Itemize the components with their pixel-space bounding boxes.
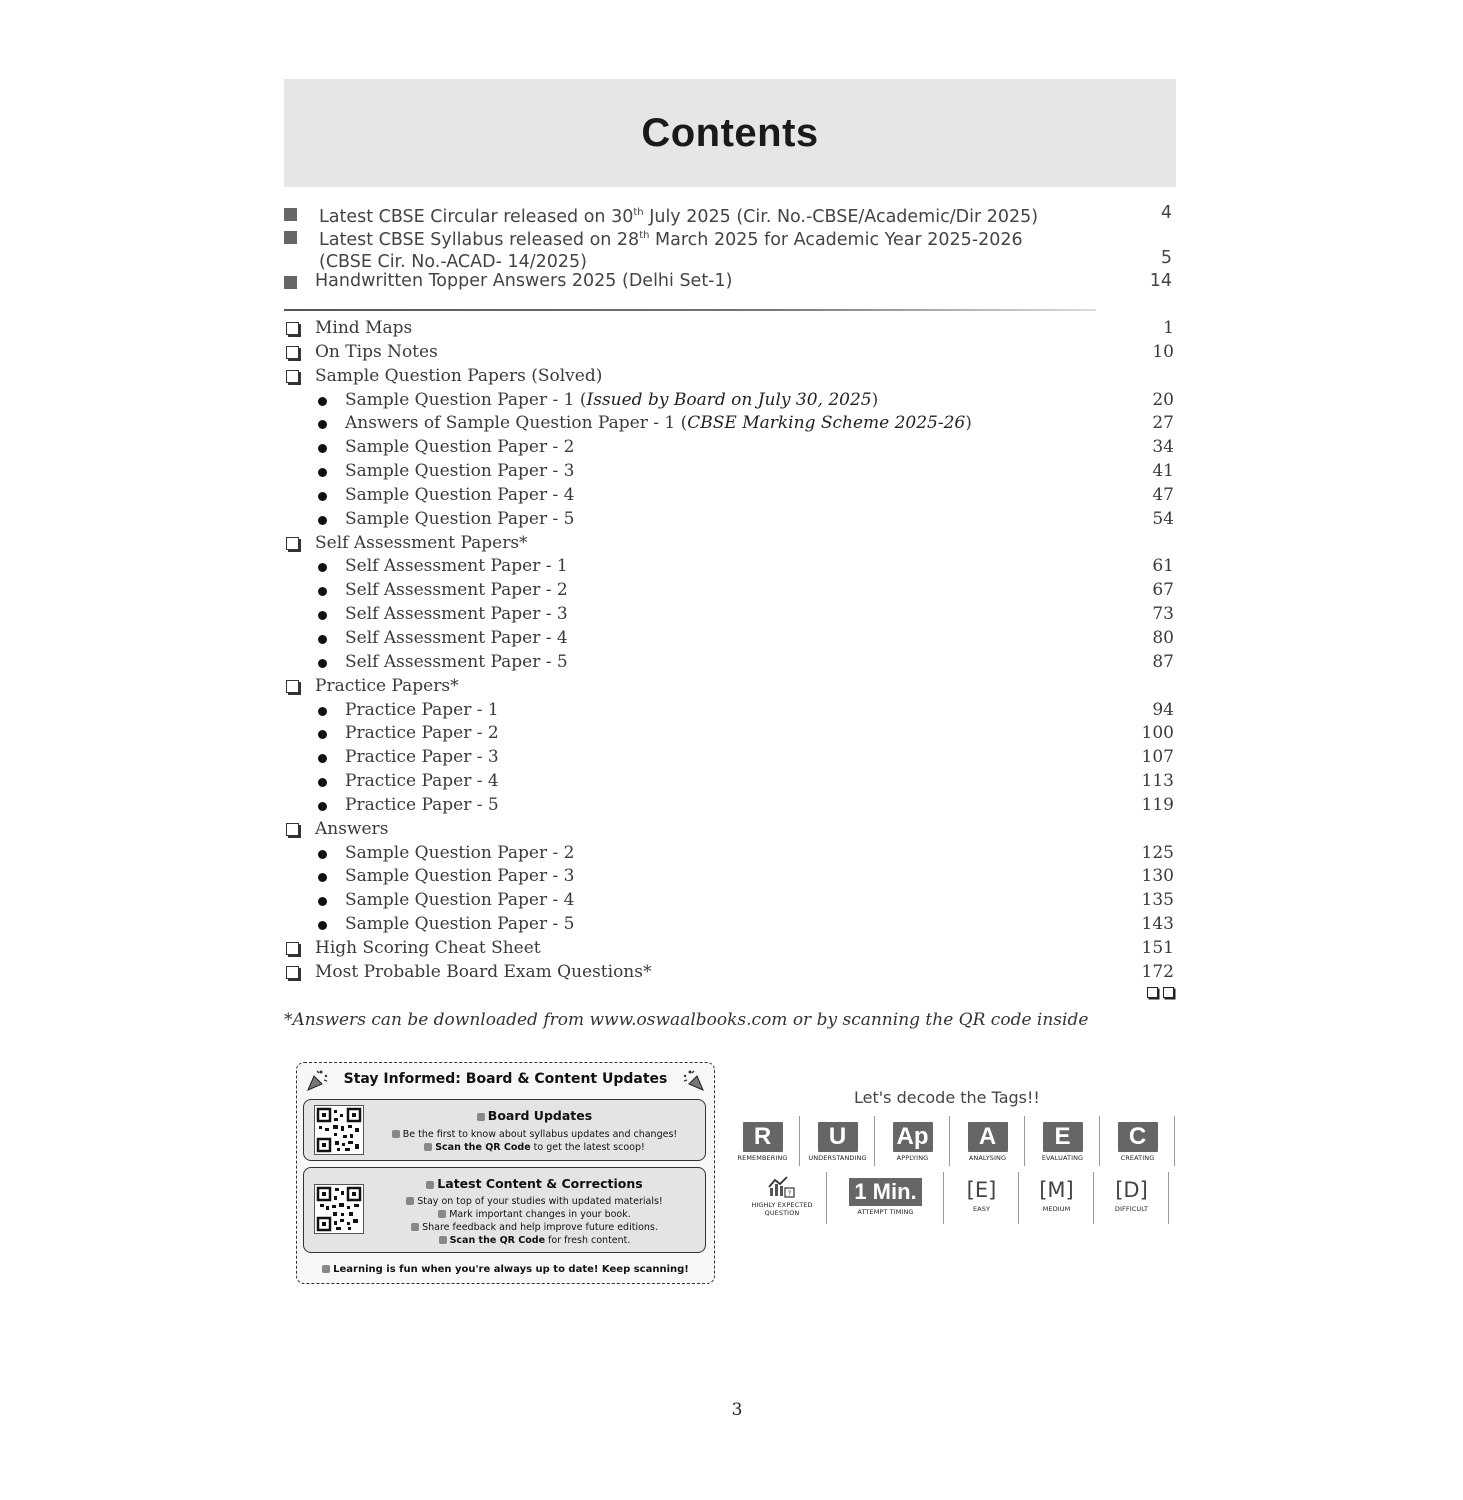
toc-label: Answers — [315, 818, 389, 839]
toc-page-number: 27 — [1152, 413, 1174, 434]
updates-heading: Stay Informed: Board & Content Updates — [343, 1071, 668, 1087]
svg-text:?: ? — [787, 1189, 792, 1198]
bullet-icon — [318, 802, 327, 811]
card-line: Be the first to know about syllabus updates and changes! — [364, 1129, 705, 1140]
checkbox-icon — [286, 942, 299, 955]
toc-page-number: 125 — [1141, 842, 1174, 863]
tag-analysing: A ANALYSING — [950, 1116, 1025, 1166]
toc-subitem[interactable] — [284, 842, 1176, 866]
toc-subitem[interactable] — [284, 603, 1176, 627]
toc-page-number: 1 — [1163, 318, 1174, 338]
toc-subitem[interactable] — [284, 651, 1176, 675]
toc-label: Mind Maps — [315, 318, 413, 338]
toc-page-number: 47 — [1152, 484, 1174, 505]
trend-chart-icon — [767, 1175, 797, 1199]
checkbox-icon — [286, 370, 299, 383]
toc-label: Most Probable Board Exam Questions* — [315, 961, 652, 982]
toc-label: Practice Paper - 5 — [345, 794, 499, 815]
toc-subitem[interactable] — [284, 627, 1176, 651]
toc-subitem[interactable] — [284, 794, 1176, 818]
checkbox-icon — [286, 680, 299, 693]
toc-subitem[interactable] — [284, 579, 1176, 603]
intro-item[interactable] — [284, 202, 1176, 225]
toc-label: Self Assessment Paper - 5 — [345, 651, 568, 672]
updates-box — [296, 1062, 715, 1284]
toc-page-number: 113 — [1141, 771, 1174, 792]
card-line: Scan the QR Code for fresh content. — [364, 1235, 705, 1246]
toc-label: Self Assessment Paper - 2 — [345, 580, 568, 601]
square-bullet-icon — [284, 208, 297, 221]
toc-subitem[interactable] — [284, 484, 1176, 508]
card-line: Scan the QR Code to get the latest scoop! — [364, 1142, 705, 1153]
card-line: Share feedback and help improve future editions. — [364, 1222, 705, 1233]
tag-difficult: [D] DIFFICULT — [1094, 1172, 1169, 1224]
toc-label: Sample Question Paper - 4 — [345, 890, 575, 911]
toc-label: Practice Paper - 4 — [345, 771, 499, 792]
toc-subitem[interactable] — [284, 555, 1176, 579]
bullet-icon — [318, 420, 327, 429]
tag-remembering: R REMEMBERING — [725, 1116, 800, 1166]
book-icon — [426, 1181, 434, 1189]
tag-attempt-timing: 1 Min. ATTEMPT TIMING — [827, 1172, 944, 1224]
toc-page-number: 107 — [1141, 747, 1174, 768]
bullet-icon — [318, 707, 327, 716]
card-line: Stay on top of your studies with updated materials! — [364, 1196, 705, 1207]
intro-item-page: 4 — [1160, 203, 1172, 223]
toc-item[interactable] — [284, 675, 1176, 699]
megaphone-icon — [392, 1130, 400, 1138]
tag-medium: [M] MEDIUM — [1019, 1172, 1094, 1224]
toc-label: Practice Paper - 1 — [345, 699, 499, 720]
toc-label: Self Assessment Papers* — [315, 532, 528, 553]
square-bullet-icon — [284, 276, 297, 289]
toc-page-number: 67 — [1152, 580, 1174, 601]
memo-icon — [411, 1223, 419, 1231]
toc-label: Sample Question Paper - 4 — [345, 484, 575, 505]
toc-subitem[interactable] — [284, 412, 1176, 436]
toc-item[interactable] — [284, 365, 1176, 389]
bullet-icon — [318, 468, 327, 477]
bullet-icon — [318, 563, 327, 572]
rocket-icon — [477, 1113, 485, 1121]
toc-subitem[interactable] — [284, 865, 1176, 889]
toc-item[interactable] — [284, 961, 1176, 985]
check-icon — [438, 1210, 446, 1218]
tags-title: Let's decode the Tags!! — [854, 1088, 1040, 1107]
toc-subitem[interactable] — [284, 460, 1176, 484]
toc-subitem[interactable] — [284, 770, 1176, 794]
toc-label: Sample Question Paper - 5 — [345, 914, 575, 935]
toc-subitem[interactable] — [284, 722, 1176, 746]
checkbox-icon — [286, 537, 299, 550]
intro-item-page: 14 — [1149, 271, 1172, 291]
toc-page-number: 73 — [1152, 604, 1174, 625]
phone-icon — [439, 1236, 447, 1244]
bullet-icon — [318, 778, 327, 787]
toc-label: Sample Question Paper - 3 — [345, 461, 575, 482]
board-updates-card[interactable] — [303, 1099, 706, 1161]
toc-label: Practice Papers* — [315, 675, 459, 696]
footnote: *Answers can be downloaded from www.oswaalbooks.com or by scanning the QR code inside — [284, 1010, 1089, 1030]
toc-page-number: 61 — [1152, 556, 1174, 577]
toc-label: Sample Question Paper - 2 — [345, 437, 575, 458]
sparkle-icon — [406, 1197, 414, 1205]
updates-footer: Learning is fun when you're always up to date! Keep scanning! — [297, 1264, 714, 1275]
bullet-icon — [318, 611, 327, 620]
toc-subitem[interactable] — [284, 913, 1176, 937]
bullet-icon — [318, 492, 327, 501]
toc-page-number: 143 — [1141, 914, 1174, 935]
checkbox-icon — [286, 966, 299, 979]
bullet-icon — [318, 587, 327, 596]
bullet-icon — [318, 873, 327, 882]
qr-code-icon[interactable] — [314, 1184, 364, 1234]
toc-label: Self Assessment Paper - 1 — [345, 556, 568, 577]
square-bullet-icon — [284, 231, 297, 244]
lightbulb-icon — [322, 1265, 330, 1273]
toc-page-number: 20 — [1152, 389, 1174, 410]
toc-page-number: 130 — [1141, 866, 1174, 887]
toc-page-number: 41 — [1152, 461, 1174, 482]
toc-label: Self Assessment Paper - 4 — [345, 627, 568, 648]
toc-label: Self Assessment Paper - 3 — [345, 604, 568, 625]
toc-page-number: 119 — [1141, 794, 1174, 815]
toc-label: Sample Question Paper - 1 (Issued by Board on July 30, 2025) — [345, 389, 879, 410]
bullet-icon — [318, 754, 327, 763]
toc-subitem[interactable] — [284, 746, 1176, 770]
toc-subitem[interactable] — [284, 389, 1176, 413]
toc-page-number: 34 — [1152, 437, 1174, 458]
toc-page-number: 87 — [1152, 651, 1174, 672]
tag-applying: Ap APPLYING — [875, 1116, 950, 1166]
checkbox-icon — [286, 322, 299, 335]
tag-highly-expected: ? HIGHLY EXPECTED QUESTION — [737, 1172, 827, 1224]
card-title: Latest Content & Corrections — [364, 1176, 705, 1191]
bullet-icon — [318, 850, 327, 859]
card-title: Board Updates — [364, 1108, 705, 1123]
toc-subitem[interactable] — [284, 699, 1176, 723]
toc-subitem[interactable] — [284, 889, 1176, 913]
toc-item[interactable] — [284, 341, 1176, 365]
toc-page-number: 94 — [1152, 699, 1174, 720]
intro-item[interactable] — [284, 225, 1176, 270]
toc-item[interactable] — [284, 937, 1176, 961]
tag-evaluating: E EVALUATING — [1025, 1116, 1100, 1166]
toc-label: Answers of Sample Question Paper - 1 (CBSE Marking Scheme 2025-26) — [345, 413, 972, 434]
toc-label: Sample Question Paper - 3 — [345, 866, 575, 887]
end-mark-icon — [1147, 986, 1179, 1000]
toc-label: On Tips Notes — [315, 341, 438, 362]
toc-subitem[interactable] — [284, 508, 1176, 532]
toc-label: Practice Paper - 2 — [345, 723, 499, 744]
intro-item-label: Latest CBSE Circular released on 30th July 2025 (Cir. No.-CBSE/Academic/Dir 2025) — [319, 207, 1039, 227]
intro-item-label: Handwritten Topper Answers 2025 (Delhi Set-1) — [315, 271, 733, 291]
toc-page-number: 151 — [1141, 937, 1174, 958]
toc-label: Practice Paper - 3 — [345, 747, 499, 768]
bullet-icon — [318, 897, 327, 906]
intro-item-label: Latest CBSE Syllabus released on 28th March 2025 for Academic Year 2025-2026 (CBSE Cir. No.-ACAD- 14/2025) — [319, 230, 1023, 272]
page-title: Contents — [641, 110, 819, 155]
tag-easy: [E] EASY — [944, 1172, 1019, 1224]
toc-item[interactable] — [284, 532, 1176, 556]
intro-item[interactable] — [284, 270, 1176, 293]
toc-item[interactable] — [284, 317, 1176, 341]
toc-page-number: 100 — [1141, 723, 1174, 744]
toc-label: Sample Question Paper - 5 — [345, 508, 575, 529]
party-popper-icon — [680, 1067, 706, 1093]
bullet-icon — [318, 397, 327, 406]
intro-item-page: 5 — [1160, 248, 1172, 268]
toc-label: Sample Question Paper - 2 — [345, 842, 575, 863]
bullet-icon — [318, 730, 327, 739]
bullet-icon — [318, 635, 327, 644]
title-band — [284, 79, 1176, 187]
toc-page-number: 172 — [1141, 961, 1174, 982]
toc-label: High Scoring Cheat Sheet — [315, 937, 541, 958]
section-divider — [284, 309, 1096, 311]
phone-icon — [424, 1143, 432, 1151]
card-line: Mark important changes in your book. — [364, 1209, 705, 1220]
tag-creating: C CREATING — [1100, 1116, 1175, 1166]
checkbox-icon — [286, 823, 299, 836]
bullet-icon — [318, 921, 327, 930]
toc-page-number: 54 — [1152, 508, 1174, 529]
qr-code-icon[interactable] — [314, 1105, 364, 1155]
tag-understanding: U UNDERSTANDING — [800, 1116, 875, 1166]
intro-list — [284, 202, 1176, 293]
latest-content-card[interactable] — [303, 1167, 706, 1253]
checkbox-icon — [286, 346, 299, 359]
toc-item[interactable] — [284, 818, 1176, 842]
toc-page-number: 10 — [1152, 341, 1174, 362]
toc-page-number: 80 — [1152, 627, 1174, 648]
toc-label: Sample Question Papers (Solved) — [315, 365, 603, 386]
toc-subitem[interactable] — [284, 436, 1176, 460]
bullet-icon — [318, 659, 327, 668]
page-number: 3 — [731, 1400, 743, 1420]
toc-page-number: 135 — [1141, 890, 1174, 911]
toc-list — [284, 317, 1176, 985]
bullet-icon — [318, 516, 327, 525]
bullet-icon — [318, 444, 327, 453]
